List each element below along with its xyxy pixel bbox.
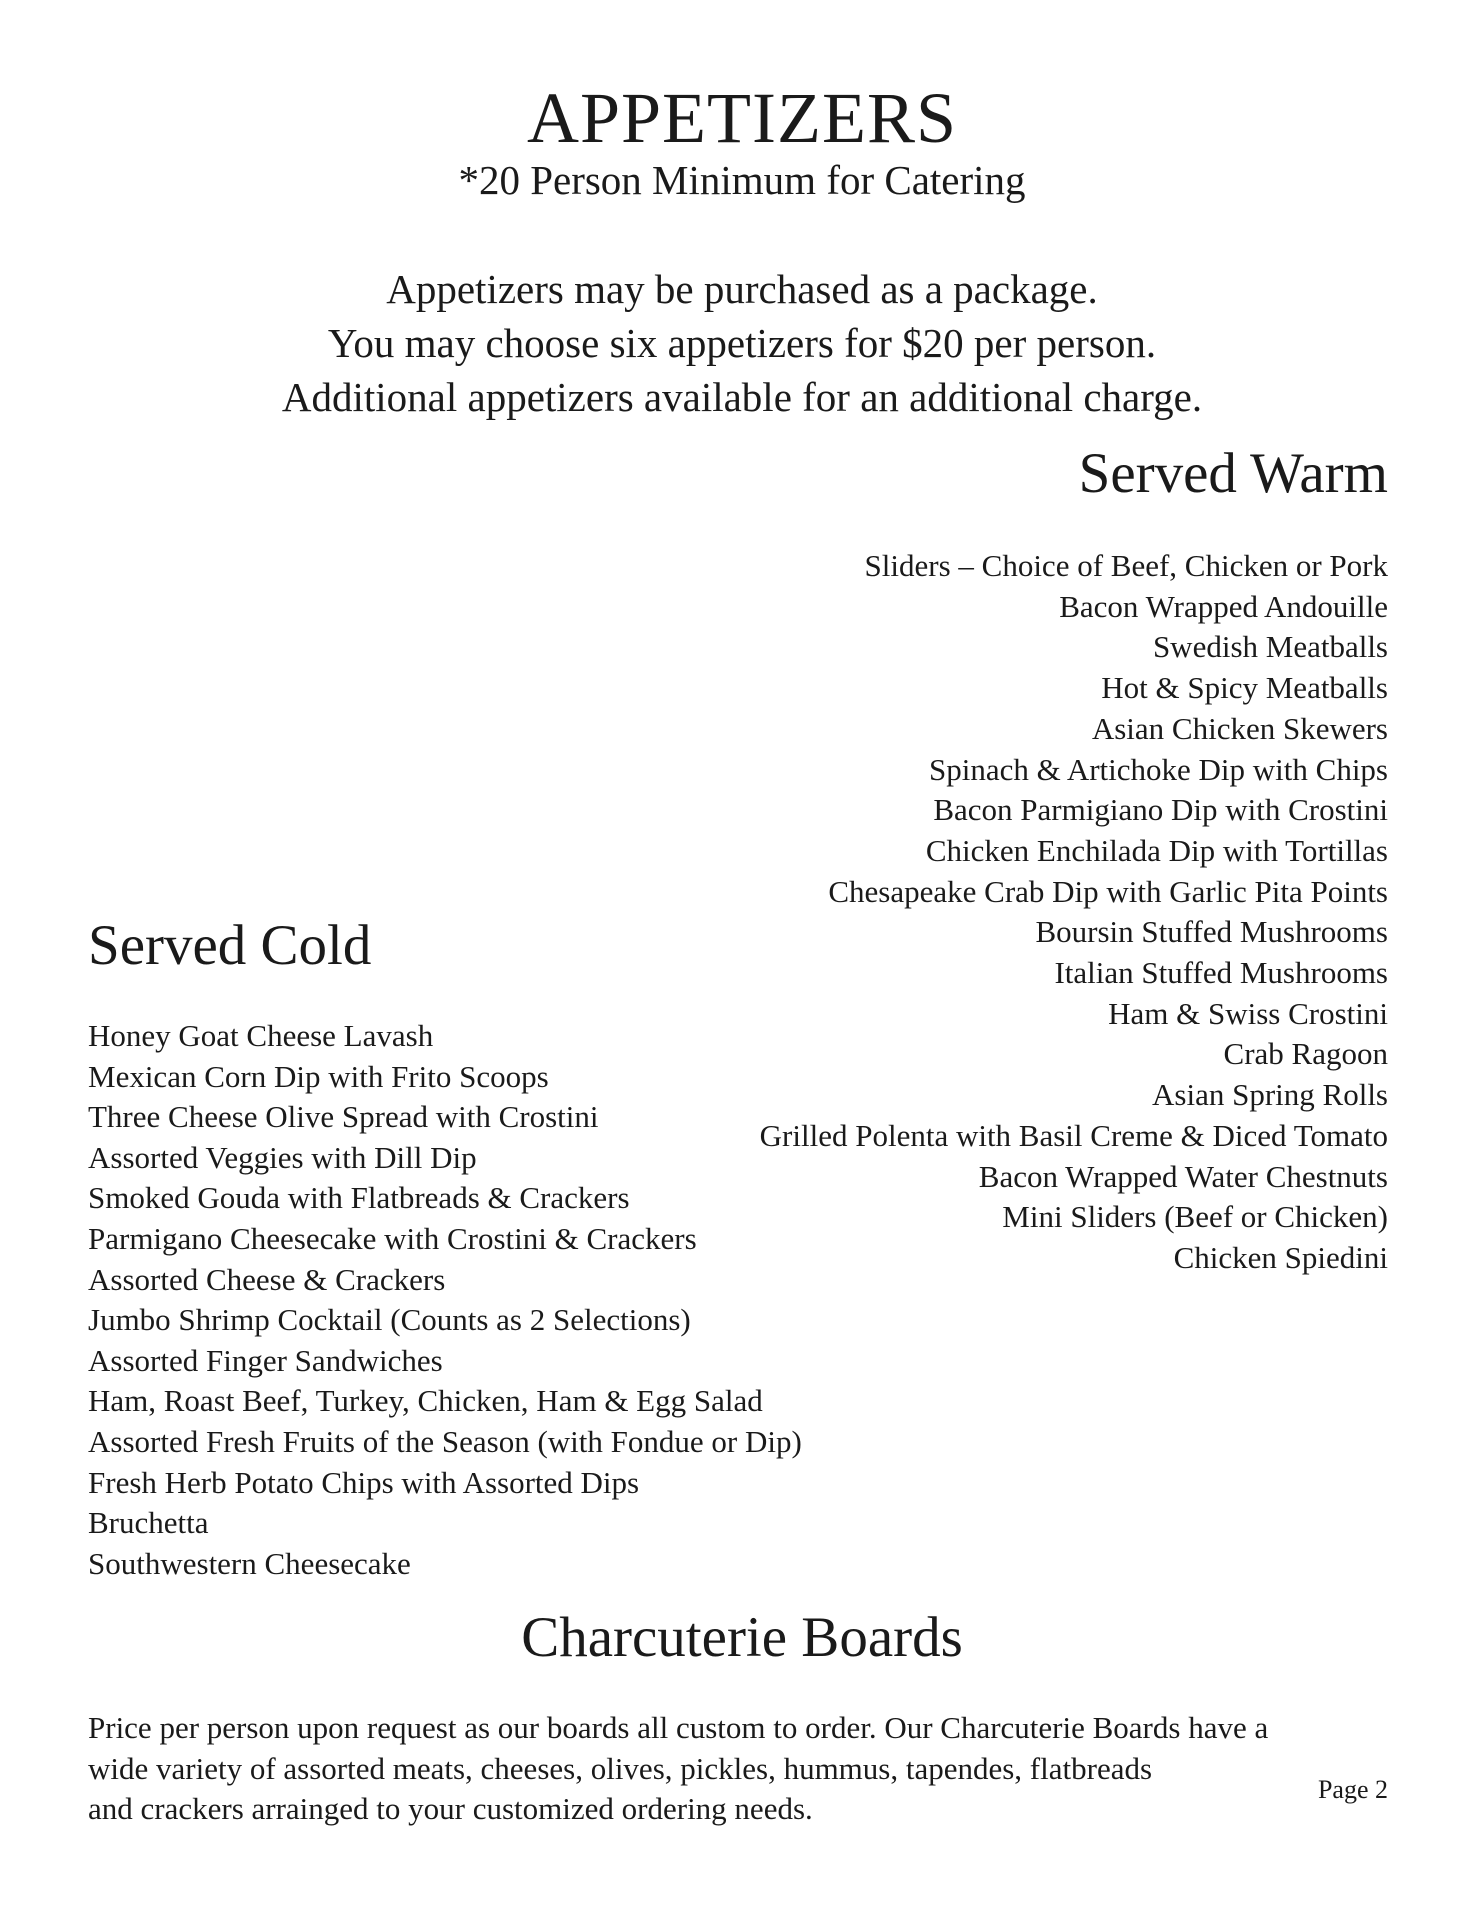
list-item: Ham & Swiss Crostini (1108, 995, 1388, 1031)
charcuterie-description (88, 1708, 1398, 1830)
description-line: Price per person upon request as our boards all custom to order. Our Charcuterie Boards have a (88, 1710, 1269, 1745)
list-item: Southwestern Cheesecake (88, 1545, 411, 1581)
list-item: Assorted Finger Sandwiches (88, 1342, 443, 1378)
list-item: Bacon Wrapped Water Chestnuts (978, 1158, 1388, 1194)
list-item: Fresh Herb Potato Chips with Assorted Dips (88, 1464, 640, 1500)
description-line: wide variety of assorted meats, cheeses, olives, pickles, hummus, tapendes, flatbreads (88, 1750, 1153, 1786)
list-item: Boursin Stuffed Mushrooms (1035, 914, 1388, 950)
list-item: Smoked Gouda with Flatbreads & Crackers (88, 1180, 630, 1216)
list-item: Honey Goat Cheese Lavash (88, 1018, 434, 1053)
served-cold-list (88, 1016, 802, 1584)
list-item: Jumbo Shrimp Cocktail (Counts as 2 Selections) (88, 1302, 691, 1338)
list-item: Chicken Spiedini (1173, 1239, 1388, 1275)
list-item: Assorted Veggies with Dill Dip (88, 1139, 477, 1175)
list-item: Assorted Cheese & Crackers (88, 1261, 446, 1297)
list-item: Ham, Roast Beef, Turkey, Chicken, Ham & Egg Salad (88, 1383, 763, 1419)
list-item: Asian Chicken Skewers (1091, 710, 1388, 746)
description-line: and crackers arrainged to your customized ordering needs. (88, 1791, 813, 1826)
list-item: Swedish Meatballs (1152, 629, 1388, 665)
list-item: Crab Ragoon (1223, 1036, 1388, 1072)
page-title: APPETIZERS (526, 78, 958, 158)
served-cold-heading: Served Cold (88, 914, 372, 977)
list-item: Mini Sliders (Beef or Chicken) (1002, 1199, 1388, 1235)
list-item: Hot & Spicy Meatballs (1101, 670, 1388, 706)
charcuterie-heading: Charcuterie Boards (521, 1606, 963, 1669)
list-item: Bacon Parmigiano Dip with Crostini (933, 792, 1388, 828)
list-item: Bacon Wrapped Andouille (1059, 588, 1388, 624)
list-item: Mexican Corn Dip with Frito Scoops (88, 1058, 549, 1094)
list-item: Asian Spring Rolls (1152, 1077, 1388, 1113)
intro-line: You may choose six appetizers for $20 per person. (327, 320, 1157, 366)
intro-line: Additional appetizers available for an additional charge. (281, 374, 1203, 420)
catering-minimum-note: *20 Person Minimum for Catering (458, 157, 1026, 203)
list-item: Italian Stuffed Mushrooms (1054, 955, 1388, 991)
list-item: Spinach & Artichoke Dip with Chips (929, 751, 1388, 787)
package-intro (0, 262, 1484, 424)
served-warm-list (760, 546, 1388, 1279)
intro-line: Appetizers may be purchased as a package. (386, 266, 1098, 312)
page-number: Page 2 (1317, 1775, 1388, 1804)
list-item: Chicken Enchilada Dip with Tortillas (925, 832, 1388, 868)
list-item: Assorted Fresh Fruits of the Season (with Fondue or Dip) (88, 1423, 802, 1459)
list-item: Chesapeake Crab Dip with Garlic Pita Points (828, 873, 1388, 909)
list-item: Three Cheese Olive Spread with Crostini (88, 1099, 599, 1135)
served-warm-heading: Served Warm (1078, 442, 1388, 505)
list-item: Sliders – Choice of Beef, Chicken or Pork (864, 548, 1388, 583)
list-item: Parmigano Cheesecake with Crostini & Crackers (88, 1220, 697, 1256)
list-item: Bruchetta (88, 1505, 209, 1541)
list-item: Grilled Polenta with Basil Creme & Diced Tomato (759, 1117, 1388, 1153)
